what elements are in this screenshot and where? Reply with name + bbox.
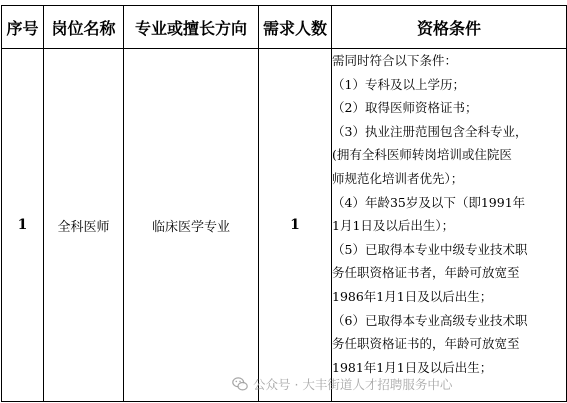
header-seq: 序号	[2, 6, 44, 49]
qualification-line: 需同时符合以下条件：	[332, 53, 458, 68]
qualification-line: （1）专科及以上学历；	[332, 76, 465, 92]
qualification-line: 1986年1月1日及以后出生；	[332, 288, 493, 304]
header-row	[2, 6, 567, 49]
qualification-line: （3）执业注册范围包含全科专业，	[332, 123, 528, 139]
qualification-line: 务任职资格证书者，年龄可放宽至	[332, 265, 520, 281]
cell-position: 全科医师	[44, 49, 124, 402]
header-qualification: 资格条件	[332, 6, 567, 49]
qualification-line: 师规范化培训者优先）；	[332, 170, 464, 186]
qualification-line: 1981年1月1日及以后出生；	[332, 359, 493, 375]
qualification-line: （6）已取得本专业高级专业技术职	[332, 312, 528, 328]
table-row	[2, 49, 567, 402]
qualification-line: （5）已取得本专业中级专业技术职	[332, 241, 528, 257]
qualification-line: （2）取得医师资格证书；	[332, 100, 478, 116]
qualification-line: 务任职资格证书的，年龄可放宽至	[332, 336, 520, 352]
qualification-line: (拥有全科医师转岗培训或住院医	[332, 147, 512, 163]
header-count: 需求人数	[259, 6, 332, 49]
cell-major: 临床医学专业	[124, 49, 259, 402]
header-major: 专业或擅长方向	[124, 6, 259, 49]
cell-qualification	[332, 49, 567, 402]
cell-count: 1	[259, 49, 332, 402]
cell-seq: 1	[2, 49, 44, 402]
qualification-line: 1月1日及以后出生）；	[332, 218, 455, 234]
recruitment-table	[1, 5, 567, 402]
header-position: 岗位名称	[44, 6, 124, 49]
watermark-text: 公众号 · 大丰街道人才招聘服务中心	[253, 377, 453, 392]
qualification-line: （4）年龄35岁及以下（即1991年	[332, 194, 526, 210]
